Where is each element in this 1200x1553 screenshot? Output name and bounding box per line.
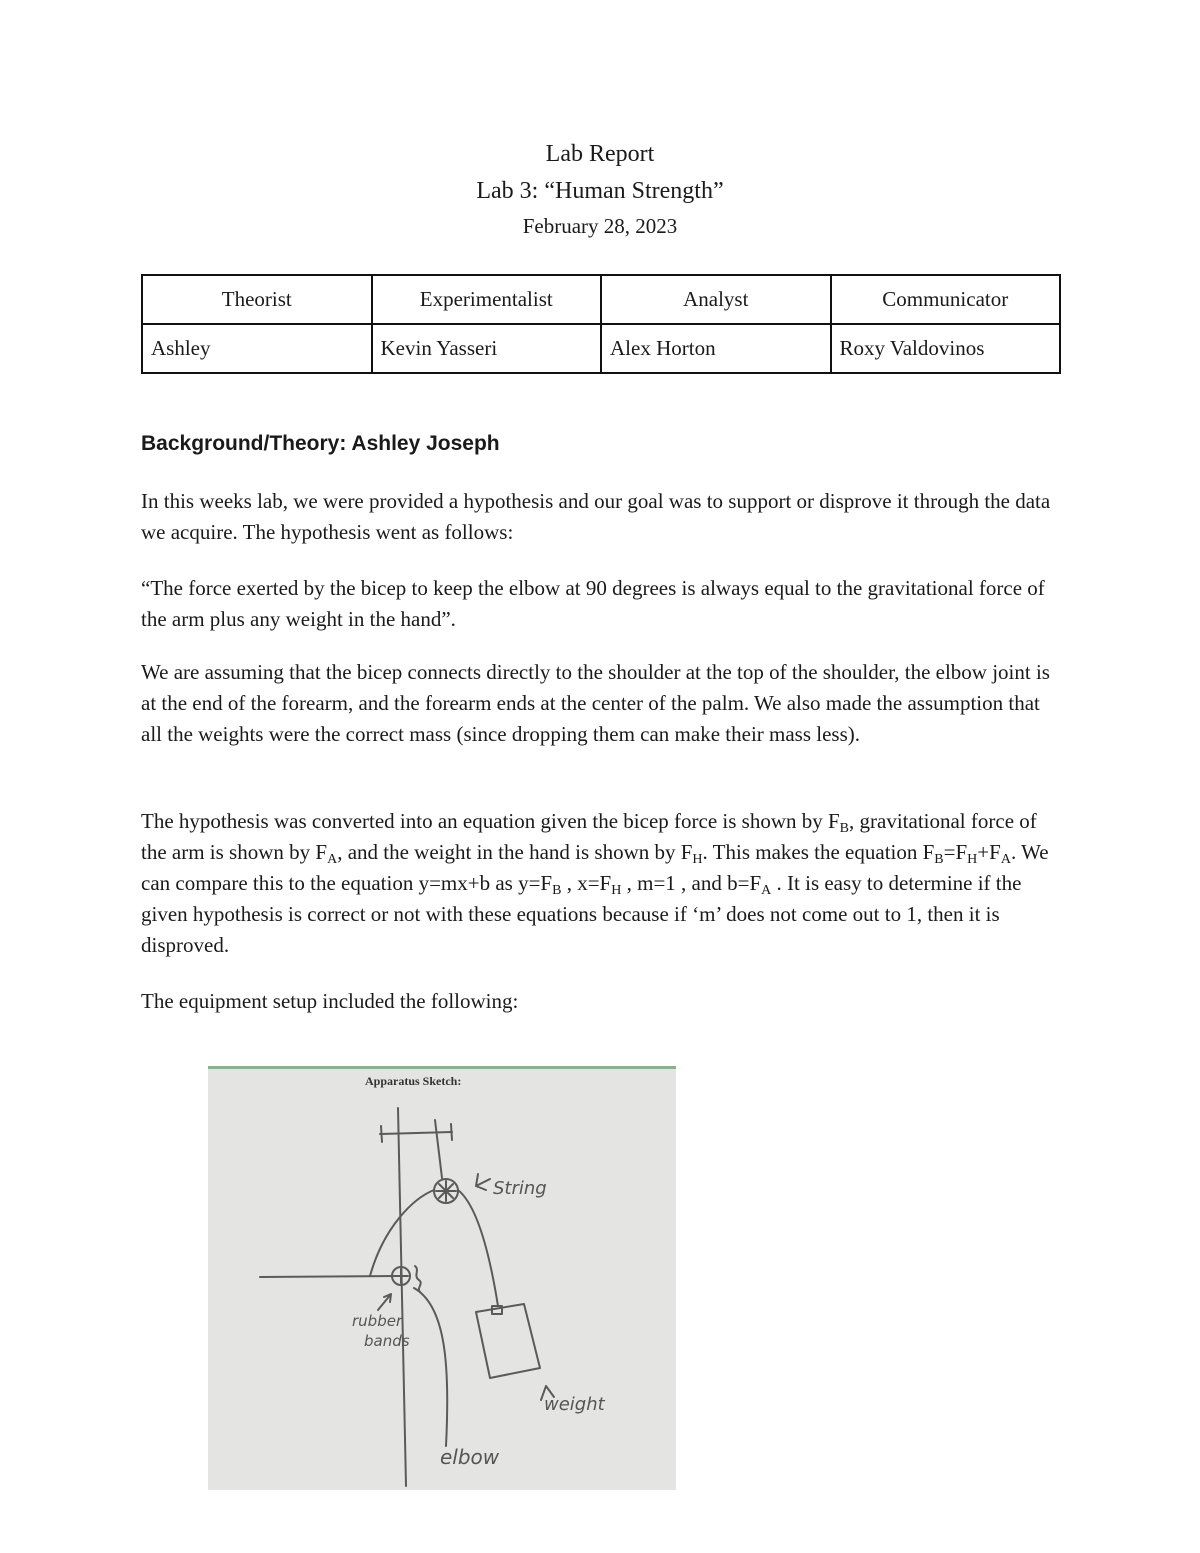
role-header-cell: Experimentalist [372,275,602,324]
roles-table [141,274,1061,374]
rubber-arrow [378,1294,391,1310]
paragraph-equipment: The equipment setup included the following: [141,989,519,1013]
role-header-cell: Analyst [601,275,831,324]
equation-text: , x=F [561,871,612,895]
role-name-cell: Ashley [142,324,372,373]
section-heading: Background/Theory: Ashley Joseph [141,432,500,455]
subscript: A [327,852,338,867]
equation-text: . We can compare this to the equation y=mx+b as y=F [141,840,1049,895]
weight-box [476,1304,540,1378]
apparatus-sketch-image [208,1066,676,1490]
equation-text: The hypothesis was converted into an equation given the bicep force is shown by F [141,809,840,833]
paragraph-assumptions: We are assuming that the bicep connects directly to the shoulder at the top of the shoulder, the elbow joint is at the end of the forearm, and the forearm ends at the center of the palm. We also made the assumption that all the weights were the correct mass (since dropping them can make their mass less). [141,660,1050,746]
equation-text: . It is easy to determine if the given hypothesis is correct or not with these equations because if ‘m’ does not come out to 1, then it is disproved. [141,871,1022,957]
label-string: String [493,1178,547,1199]
subscript: H [692,852,703,867]
subscript: B [839,821,850,836]
paragraph-hypothesis: “The force exerted by the bicep to keep the elbow at 90 degrees is always equal to the gravitational force of the arm plus any weight in the hand”. [141,576,1045,631]
subscript: H [967,852,978,867]
paragraph-intro: In this weeks lab, we were provided a hypothesis and our goal was to support or disprove it through the data we acquire. The hypothesis went as follows: [141,489,1051,544]
pulley-hanger [435,1120,442,1178]
label-bands: bands [364,1332,410,1350]
roles-names-row [142,324,1060,373]
label-rubber: rubber [352,1312,403,1330]
role-name-cell: Roxy Valdovinos [831,324,1061,373]
pulley-spokes [436,1181,456,1201]
equation-text: . This makes the equation F [702,840,935,864]
report-date: February 28, 2023 [522,214,678,238]
equation-text: +F [977,840,1001,864]
crossbar [380,1132,452,1134]
role-name-cell: Alex Horton [601,324,831,373]
label-elbow: elbow [440,1445,500,1469]
roles-header-row [142,275,1060,324]
subscript: A [761,883,772,898]
lab-subtitle: Lab 3: “Human Strength” [476,178,724,204]
subscript: H [611,883,622,898]
equation-text: , gravitational force of the arm is shown by F [141,809,1037,864]
crossbar-end-left [381,1126,382,1142]
subscript: B [552,883,562,898]
subscript: A [1000,852,1011,867]
crossbar-end-right [451,1124,452,1140]
string-line [458,1190,498,1306]
paragraph-equation [141,806,1061,961]
elbow-joint-cross [394,1269,408,1283]
forearm-line [260,1276,398,1277]
role-name-cell: Kevin Yasseri [372,324,602,373]
stand-pole [398,1108,406,1486]
equation-text: =F [943,840,968,864]
report-title: Lab Report [545,141,655,167]
string-arrow [476,1174,490,1190]
role-header-cell: Communicator [831,275,1061,324]
label-weight: weight [544,1394,605,1415]
apparatus-drawing [208,1066,676,1490]
subscript: B [934,852,944,867]
equation-text: , m=1 , and b=F [621,871,762,895]
sketch-heading: Apparatus Sketch: [365,1074,462,1088]
role-header-cell: Theorist [142,275,372,324]
equation-text: , and the weight in the hand is shown by F [337,840,693,864]
lower-arm-line [414,1288,447,1446]
